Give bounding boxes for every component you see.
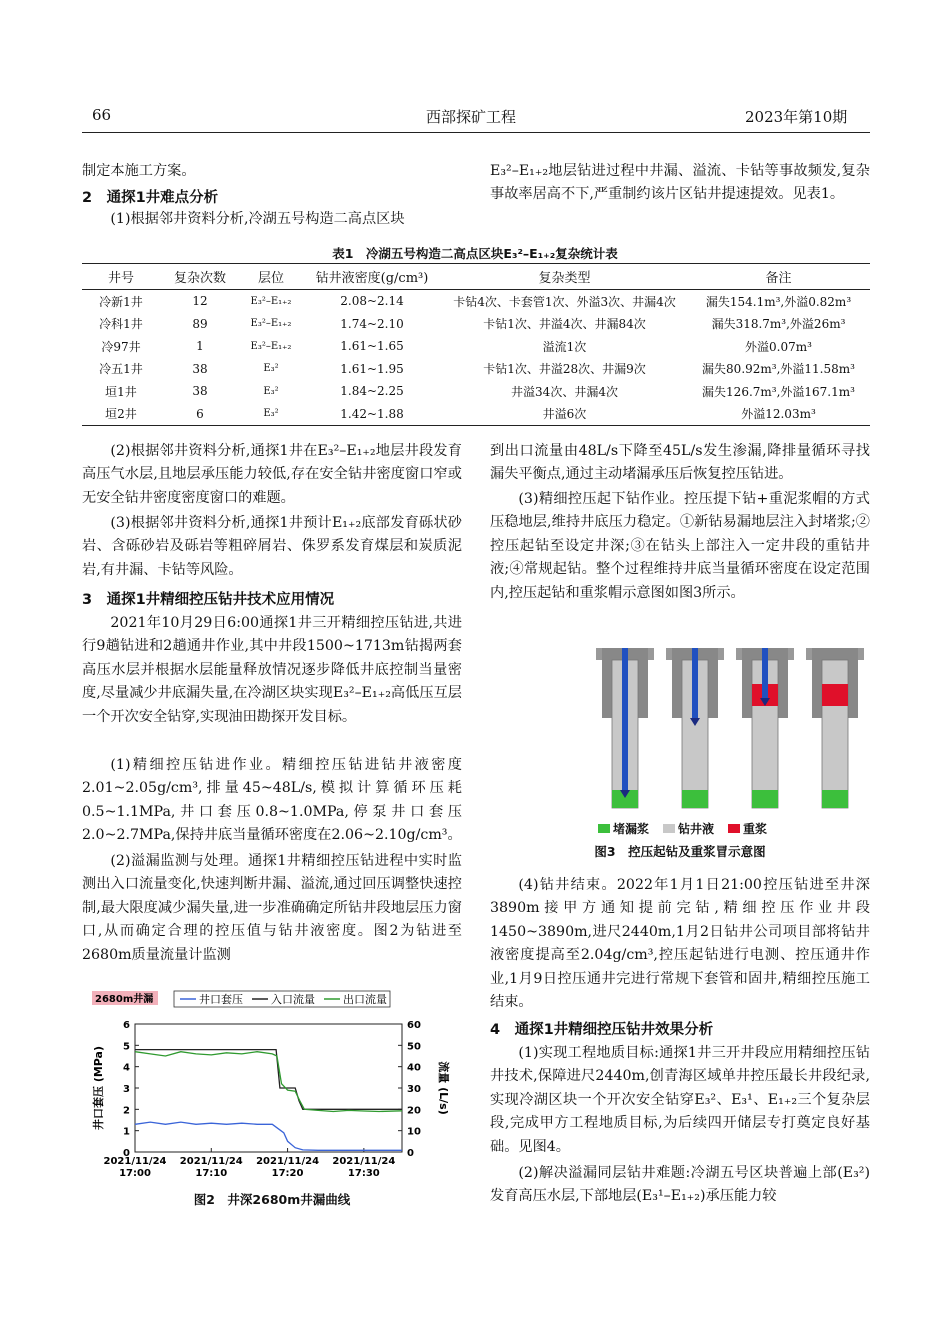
legend-plug-label: 堵漏浆 (613, 822, 650, 836)
right-paragraph-5: (2)解决溢漏同层钻井难题:冷湖五号区块普遍上部(E₃²)发育高压水层,下部地层(E₃¹–E₁₊₂)承压能力较 (490, 1165, 870, 1205)
x-tick-date: 2021/11/24 (332, 1156, 396, 1167)
right-axis-label: 流量 (L/s) (437, 1061, 450, 1115)
heavy-mud (822, 684, 848, 706)
table-cell: 卡钻1次、井溢4次、井漏84次 (483, 317, 646, 332)
table-caption: 表1 冷湖五号构造二高点区块E₃²–E₁₊₂复杂统计表 (332, 246, 618, 261)
leakage-chart (82, 988, 462, 1188)
left-tick-label: 5 (123, 1041, 130, 1053)
table-cell: 冷97井 (101, 339, 141, 354)
grey-swatch-icon (663, 824, 675, 833)
table-cell: 井溢6次 (442, 403, 687, 426)
right-tick-label: 20 (407, 1105, 421, 1117)
legend-label: 出口流量 (343, 993, 387, 1006)
right-paragraph-0: E₃²–E₁₊₂地层钻进过程中井漏、溢流、卡钻等事故频发,复杂事故率居高不下,严重制约该片区钻井提速提效。见表1。 (490, 163, 870, 203)
section-4-heading: 4 通探1井精细控压钻井效果分析 (490, 1022, 714, 1038)
table-cell: 89 (192, 316, 208, 331)
well-panels (596, 648, 864, 808)
drill-pipe (692, 648, 698, 718)
left-axis-label: 井口套压 (MPa) (92, 1045, 105, 1131)
left-paragraph-0: 制定本施工方案。 (82, 163, 196, 179)
table-row (82, 335, 870, 358)
green-swatch-icon (598, 824, 610, 833)
table-cell: 漏失318.7m³,外溢26m³ (711, 317, 846, 332)
left-tick-label: 0 (123, 1148, 130, 1159)
series-line-出口流量 (135, 1052, 402, 1112)
table-cell: 12 (192, 294, 208, 309)
well-panel (736, 648, 794, 808)
left-axis-ticks (123, 1020, 139, 1159)
well-panel (666, 648, 724, 808)
x-tick-date: 2021/11/24 (103, 1156, 167, 1167)
series-line-井口套压 (135, 1122, 402, 1150)
plug-slurry (822, 790, 848, 808)
left-tick-label: 2 (123, 1105, 130, 1117)
table-cell: 1.74~2.10 (340, 316, 404, 331)
col-header: 复杂次数 (160, 264, 240, 290)
legend-plug (598, 820, 649, 837)
col-header: 井号 (82, 264, 160, 290)
left-tick-label: 1 (123, 1126, 130, 1138)
table-row (82, 403, 870, 426)
table-cell: 垣2井 (82, 403, 160, 426)
table-cell: 卡钻4次、卡套管1次、外溢3次、井漏4次 (453, 294, 676, 309)
table-cell: 冷科1井 (99, 317, 143, 332)
left-tick-label: 6 (123, 1020, 130, 1031)
x-tick-time: 17:10 (195, 1168, 228, 1179)
figure3-caption: 图3 控压起钻及重浆冒示意图 (594, 844, 766, 859)
right-paragraph-1: 到出口流量由48L/s下降至45L/s发生渗漏,降排量循环寻找漏失平衡点,通过主动堵漏承压后恢复控压钻进。 (490, 443, 870, 483)
issue-label: 2023年第10期 (745, 108, 848, 126)
legend-heavy-label: 重浆 (743, 822, 768, 836)
table-cell: 2.08~2.14 (340, 294, 404, 309)
table-cell: 冷五1井 (99, 362, 143, 377)
legend-heavy (728, 820, 767, 837)
x-tick-time: 17:30 (347, 1168, 380, 1179)
table-cell: 井溢34次、井漏4次 (511, 384, 618, 399)
table-cell: 漏失126.7m³,外溢167.1m³ (702, 384, 855, 399)
table-cell: 6 (160, 403, 240, 426)
drill-pipe (622, 648, 628, 790)
section-2-heading: 2 通探1井难点分析 (82, 190, 219, 206)
legend-items (180, 992, 387, 1006)
table-cell: 冷新1井 (99, 294, 143, 309)
left-paragraph-4: 2021年10月29日6:00通探1井三开精细控压钻进,共进行9趟钻进和2趟通井作业,其中井段1500~1713m钻揭两套高压水层并根据水层能量释放情况逐步降低井底控制当量密度,尽量减少井底漏失量,在冷湖区块实现E₃²–E₁₊₂高低压互层一个开次安全钻穿,实现油田勘探开发目标。 (82, 615, 462, 725)
section-3-heading: 3 通探1井精细控压钻井技术应用情况 (82, 592, 335, 608)
table-cell: 卡钻1次、井溢28次、井漏9次 (483, 362, 646, 377)
table-cell: 1.61~1.65 (340, 339, 404, 354)
right-tick-label: 0 (407, 1148, 414, 1159)
left-paragraph-5: (1)精细控压钻进作业。精细控压钻进钻井液密度2.01~2.05g/cm³,排量45~48L/s,模拟计算循环压耗0.5~1.1MPa,井口套压0.8~1.0MPa,停泵井口套压2.0~2.7MPa,保持井底当量循环密度在2.06~2.10g/cm³。 (82, 757, 462, 844)
right-tick-label: 40 (407, 1062, 421, 1074)
figure3-legend (598, 820, 767, 837)
figure2-caption: 图2 井深2680m井漏曲线 (193, 1192, 351, 1207)
drill-pipe (762, 648, 768, 698)
left-tick-label: 4 (123, 1062, 130, 1074)
x-tick-date: 2021/11/24 (256, 1156, 320, 1167)
right-tick-label: 30 (407, 1084, 421, 1095)
table-cell: 1 (196, 339, 204, 354)
table-cell: E₃² (263, 385, 279, 397)
col-header: 复杂类型 (442, 264, 687, 290)
table-cell: 漏失80.92m³,外溢11.58m³ (702, 362, 855, 377)
right-tick-label: 60 (407, 1020, 421, 1031)
table-cell: 外溢12.03m³ (687, 403, 870, 426)
table-row (82, 380, 870, 403)
journal-title: 西部探矿工程 (426, 108, 517, 126)
left-tick-label: 3 (123, 1084, 130, 1095)
series-lines (135, 1050, 402, 1151)
right-tick-label: 10 (407, 1126, 421, 1138)
table-row (82, 313, 870, 336)
table-cell: E₃²–E₁₊₂ (250, 295, 292, 307)
well-panel (806, 648, 864, 808)
table-cell: E₃² (263, 363, 279, 375)
chart-title: 2680m井漏 (95, 994, 154, 1005)
table-cell: 漏失154.1m³,外溢0.82m³ (705, 294, 852, 309)
table-cell: 外溢0.07m³ (745, 339, 812, 354)
x-tick-date: 2021/11/24 (179, 1156, 243, 1167)
table-cell: E₃²–E₁₊₂ (250, 318, 292, 330)
col-header: 层位 (240, 264, 302, 290)
right-tick-label: 50 (407, 1041, 421, 1053)
tripping-diagram (596, 648, 871, 818)
legend-fluid (663, 820, 714, 837)
legend-label: 井口套压 (199, 993, 243, 1006)
wellbore (822, 660, 848, 808)
right-paragraph-4: (1)实现工程地质目标:通探1井三开井段应用精细控压钻井技术,保障进尺2440m,创青海区域单井控压最长井段纪录,实现冷湖区块一个开次安全钻穿E₃²、E₃¹、E₁₊₂三个复杂层段,完成甲方工程地质目标,为后续四开储层专打奠定良好基础。见图4。 (490, 1045, 870, 1155)
left-paragraph-6: (2)溢漏监测与处理。通探1井精细控压钻进程中实时监测出入口流量变化,快速判断井漏、溢流,通过回压调整快速控制,最大限度减少漏失量,进一步准确确定所钻井段地层压力窗口,从而确定合理的控压值与钻井液密度。图2为钻进至2680m质量流量计监测 (82, 853, 462, 963)
plug-slurry (752, 790, 778, 808)
table-cell: E₃² (240, 403, 302, 426)
well-panel (596, 648, 654, 808)
table-row (82, 290, 870, 313)
table-cell: 38 (192, 384, 208, 399)
table-cell: 38 (192, 361, 208, 376)
table-cell: E₃²–E₁₊₂ (250, 340, 292, 352)
table-cell: 1.61~1.95 (340, 361, 404, 376)
x-tick-time: 17:00 (119, 1168, 151, 1179)
legend-fluid-label: 钻井液 (678, 822, 715, 836)
table-row (82, 358, 870, 381)
table-header-row (82, 264, 870, 290)
red-swatch-icon (728, 824, 740, 833)
legend-label: 入口流量 (271, 993, 315, 1006)
table-cell: 1.42~1.88 (302, 403, 442, 426)
right-paragraph-3: (4)钻井结束。2022年1月1日21:00控压钻进至井深3890m接甲方通知提前完钻,精细控压作业井段1450~3890m,进尺2440m,1月2日钻井公司项目部将钻井液密度提高至2.04g/cm³,控压起钻进行电测、控压通井作业,1月9日控压通井完进行常规下套管和固井,精细控压施工结束。 (490, 877, 870, 1011)
left-paragraph-2: (2)根据邻井资料分析,通探1井在E₃²–E₁₊₂地层井段发育高压气水层,且地层承压能力较低,存在安全钻井密度窗口窄或无安全钻井密度密度窗口的难题。 (82, 443, 462, 506)
right-axis-ticks (398, 1020, 421, 1159)
complexity-table (82, 264, 870, 426)
left-paragraph-1: (1)根据邻井资料分析,冷湖五号构造二高点区块 (110, 211, 405, 227)
col-header: 钻井液密度(g/cm³) (302, 264, 442, 290)
series-line-入口流量 (135, 1050, 402, 1110)
left-paragraph-3: (3)根据邻井资料分析,通探1井预计E₁₊₂底部发育砾状砂岩、含砾砂岩及砾岩等粗碎屑岩、侏罗系发育煤层和炭质泥岩,有井漏、卡钻等风险。 (82, 515, 462, 578)
table-cell: 溢流1次 (542, 339, 587, 354)
x-tick-time: 17:20 (271, 1168, 304, 1179)
table-cell: 垣1井 (105, 384, 137, 399)
header-rule (82, 132, 870, 133)
page-number: 66 (92, 106, 112, 124)
table-cell: 1.84~2.25 (340, 384, 404, 399)
right-paragraph-2: (3)精细控压起下钻作业。控压提下钻+重泥浆帽的方式压稳地层,维持井底压力稳定。①新钻易漏地层注入封堵浆;②控压起钻至设定井深;③在钻头上部注入一定井段的重钻井液;④常规起钻。整个过程维持井底当量循环密度在设定范围内,控压起钻和重浆帽示意图如图3所示。 (490, 491, 870, 601)
x-axis-ticks (104, 1148, 396, 1179)
plug-slurry (682, 790, 708, 808)
col-header: 备注 (687, 264, 870, 290)
plot-frame (135, 1024, 402, 1152)
